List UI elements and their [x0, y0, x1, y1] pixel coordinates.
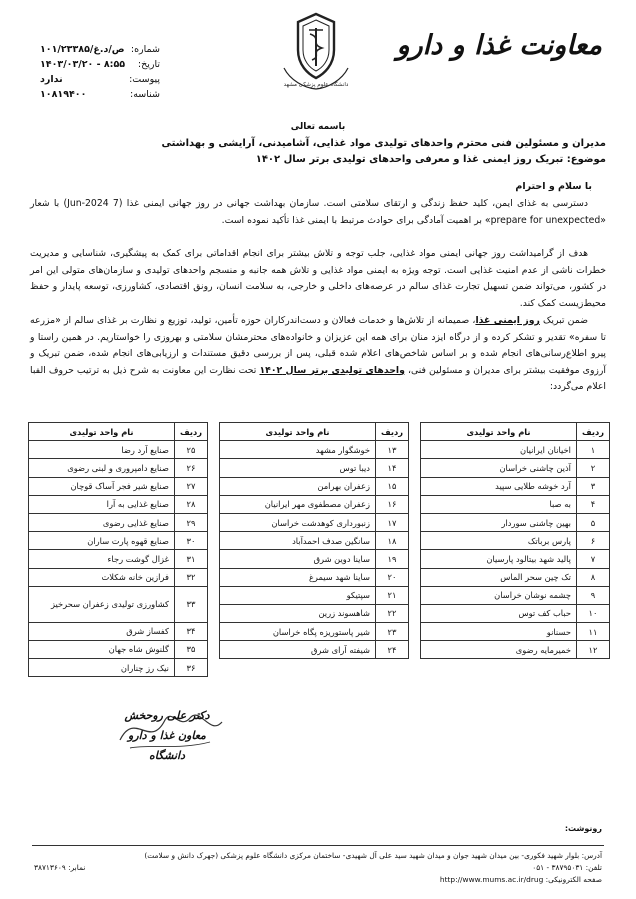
row-number: ۳: [576, 477, 609, 495]
signature-block: [112, 706, 222, 766]
paragraph-1: دسترسی به غذای ایمن، کلید حفظ زندگی و ارتقای سلامتی است. سازمان بهداشت جهانی در روز جهانی ایمنی غذا (7 Jun-2024) با شعار «prepare for unexpected» بر اهمیت آمادگی برای حوادث مرتبط با ایمنی غذا تأکید نموده است.: [30, 198, 606, 226]
table-row: [29, 586, 208, 622]
row-number: ۳۴: [174, 622, 207, 640]
table-row: [29, 441, 208, 459]
footer-phone: تلفن: ۳۸۷۹۵۰۳۱ - ۰۵۱: [532, 863, 602, 872]
unit-name: صنایع دامپروری و لبنی رضوی: [29, 459, 175, 477]
signer-name: دکتر علی روحخش: [124, 709, 210, 722]
letter-meta-block: [40, 42, 160, 102]
unit-name: حباب کف توس: [421, 604, 577, 622]
footer-website: صفحه الکترونیکی: http://www.mums.ac.ir/drug: [439, 875, 602, 884]
unit-name: فرازین خانه شکلات: [29, 568, 175, 586]
table-row: [220, 495, 409, 513]
unit-name: ساینا شهد سیمرغ: [220, 568, 376, 586]
table-row: [220, 477, 409, 495]
row-number: ۳۰: [174, 532, 207, 550]
table-row: [220, 641, 409, 659]
row-number: ۱۲: [576, 641, 609, 659]
unit-name: صنایع قهوه پارت ساران: [29, 532, 175, 550]
unit-name: چشمه نوشان خراسان: [421, 586, 577, 604]
row-number: ۹: [576, 586, 609, 604]
unit-name: حسنانو: [421, 623, 577, 641]
unit-name: صنایع غذایی به آرا: [29, 495, 175, 513]
copies-label: رونوشت:: [564, 824, 602, 833]
row-number: ۱۴: [375, 459, 408, 477]
row-number: ۲۹: [174, 513, 207, 531]
footer-fax: نمابر: ۳۸۷۱۳۶۰۹: [34, 863, 86, 872]
food-safety-day-emphasis: روز ایمنی غذا: [475, 315, 540, 326]
unit-name: ساینا دوین شرق: [220, 550, 376, 568]
row-number: ۳۲: [174, 568, 207, 586]
salutation: باسمه تعالی: [290, 122, 346, 132]
table-row: [29, 640, 208, 658]
table-header-row: [220, 423, 409, 441]
row-number: ۲۴: [375, 641, 408, 659]
table-row: [421, 495, 610, 513]
row-number: ۳۶: [174, 659, 207, 677]
unit-name: پالید شهد بیتالود پارسیان: [421, 550, 577, 568]
table-row: [421, 532, 610, 550]
table-row: [421, 568, 610, 586]
unit-name: پارس برباتک: [421, 532, 577, 550]
unit-name: صنایع شیر فجر آساک قوچان: [29, 477, 175, 495]
table-row: [29, 622, 208, 640]
row-number: ۱۳: [375, 441, 408, 459]
table-row: [421, 550, 610, 568]
row-number: ۲: [576, 459, 609, 477]
unit-name: به صبا: [421, 495, 577, 513]
unit-name: دیبا توس: [220, 459, 376, 477]
unit-name: صنایع آرد رضا: [29, 441, 175, 459]
table-row: [29, 513, 208, 531]
unit-name: تک چین سحر الماس: [421, 568, 577, 586]
table-row: [220, 532, 409, 550]
table-header-row: [29, 423, 208, 441]
university-emblem-icon: [276, 10, 356, 92]
unit-name: آذین چاشنی خراسان: [421, 459, 577, 477]
svg-text:دانشگاه علوم پزشکی مشهد: دانشگاه علوم پزشکی مشهد: [283, 82, 349, 88]
column-header-number: ردیف: [576, 423, 609, 441]
table-row: [421, 513, 610, 531]
table-row: [220, 441, 409, 459]
table-row: [220, 459, 409, 477]
column-header-name: نام واحد تولیدی: [421, 423, 577, 441]
paragraph-3: ضمن تبریک روز ایمنی غذا، صمیمانه از تلاش‌ها و خدمات فعالان و دست‌اندرکاران حوزه تأمین، تولید، توزیع و نظارت بر غذای سالم از «مزرعه تا سفره» تقدیر و تشکر کرده و از درگاه ایزد منان برای همه این عزیزان و خانواده‌های محترمشان سلامتی و بهروزی را خواستاریم. در همین راستا و پیرو اطلاع‌رسانی‌های انجام شده و بر اساس شاخص‌های اعلام شده قبلی، پس از بررسی دقیق مستندات و ارزیابی‌های انجام شده، ضمن تبریک و آرزوی موفقیت بیشتر برای مدیران و مسئولین فنی، واحدهای تولیدی برتر سال ۱۴۰۲ تحت نظارت این معاونت به شرح ذیل به ترتیب حروف الفبا اعلام می‌گردد:: [30, 315, 606, 392]
table-row: [29, 459, 208, 477]
table-row: [29, 568, 208, 586]
table-row: [421, 641, 610, 659]
unit-name: زعفران مصطفوی مهر ایرانیان: [220, 495, 376, 513]
unit-name: خوشگوار مشهد: [220, 441, 376, 459]
units-table-1: [420, 422, 610, 659]
row-number: ۱۶: [375, 495, 408, 513]
addressee-block: [30, 136, 606, 168]
unit-name: صنایع غذایی رضوی: [29, 513, 175, 531]
unit-name: بهین چاشنی سوردار: [421, 513, 577, 531]
table-row: [421, 477, 610, 495]
greeting: با سلام و احترام: [515, 181, 592, 192]
unit-name: سپتیکو: [220, 586, 376, 604]
column-header-number: ردیف: [375, 423, 408, 441]
row-number: ۳۵: [174, 640, 207, 658]
unit-name: شاهسوند زرین: [220, 604, 376, 622]
row-number: ۲۳: [375, 623, 408, 641]
row-number: ۲۷: [174, 477, 207, 495]
row-number: ۳۳: [174, 586, 207, 622]
table-row: [29, 495, 208, 513]
unit-name: شیر پاستوریزه پگاه خراسان: [220, 623, 376, 641]
row-number: ۲۰: [375, 568, 408, 586]
column-header-number: ردیف: [174, 423, 207, 441]
row-number: ۷: [576, 550, 609, 568]
department-title: معاونت غذا و دارو: [396, 30, 602, 61]
row-number: ۱: [576, 441, 609, 459]
row-number: ۸: [576, 568, 609, 586]
letter-number: شماره: ۱۰۱/ص/د.غ/۲۳۳۸۵: [40, 44, 160, 55]
table-row: [421, 441, 610, 459]
row-number: ۱۱: [576, 623, 609, 641]
top-units-emphasis: واحدهای تولیدی برتر سال ۱۴۰۲: [259, 364, 405, 376]
row-number: ۱۸: [375, 532, 408, 550]
row-number: ۲۱: [375, 586, 408, 604]
footer: [34, 850, 602, 886]
row-number: ۳۱: [174, 550, 207, 568]
units-table-2: [219, 422, 409, 659]
row-number: ۱۷: [375, 513, 408, 531]
table-row: [220, 586, 409, 604]
table-row: [421, 623, 610, 641]
table-row: [29, 477, 208, 495]
table-row: [29, 659, 208, 677]
table-row: [220, 623, 409, 641]
unit-name: نیک رز چناران: [29, 659, 175, 677]
letter-attachment: پیوست: ندارد: [40, 74, 160, 85]
letter-date: تاریخ: ۱۴۰۳/۰۳/۲۰ - ۸:۵۵: [40, 59, 160, 70]
row-number: ۱۹: [375, 550, 408, 568]
table-row: [421, 459, 610, 477]
unit-name: آرد خوشه طلایی سپید: [421, 477, 577, 495]
table-row: [421, 604, 610, 622]
row-number: ۲۵: [174, 441, 207, 459]
row-number: ۱۵: [375, 477, 408, 495]
letter-id: شناسه: ۱۰۸۱۹۴۰۰: [40, 89, 160, 100]
table-row: [220, 604, 409, 622]
row-number: ۱۰: [576, 604, 609, 622]
units-table-3: [28, 422, 208, 677]
table-row: [29, 532, 208, 550]
table-row: [220, 513, 409, 531]
table-row: [220, 568, 409, 586]
unit-name: زعفران بهرامن: [220, 477, 376, 495]
unit-name: زنبورداری کوهدشت خراسان: [220, 513, 376, 531]
column-header-name: نام واحد تولیدی: [220, 423, 376, 441]
row-number: ۲۲: [375, 604, 408, 622]
unit-name: خمیرمایه رضوی: [421, 641, 577, 659]
footer-address: آدرس: بلوار شهید فکوری- بین میدان شهید جوان و میدان شهید سید علی آل شهیدی- ساختمان مرکزی دانشگاه علوم پزشکی (جهرک دانش و سلامت): [144, 851, 602, 860]
table-row: [421, 586, 610, 604]
unit-name: اخیانان ایرانیان: [421, 441, 577, 459]
table-row: [220, 550, 409, 568]
addressee: مدیران و مسئولین فنی محترم واحدهای تولیدی مواد غذایی، آشامیدنی، آرایشی و بهداشتی: [161, 138, 606, 149]
footer-divider: [32, 845, 604, 846]
table-row: [29, 550, 208, 568]
row-number: ۶: [576, 532, 609, 550]
row-number: ۴: [576, 495, 609, 513]
paragraph-2: هدف از گرامیداشت روز جهانی ایمنی مواد غذایی، جلب توجه و تلاش بیشتر برای انجام اقداماتی برای کمک به پیشگیری، شناسایی و مدیریت خطرات ناشی از عدم امنیت غذایی است. توجه ویژه به ایمنی مواد غذایی و تلاش همه جانبه و منسجم واحدهای تولیدی و سازمان‌های متولی این امر در کشور، می‌تواند ضمن تسهیل تجارت غذای سالم در عرصه‌های داخلی و خارجی، به سلامت انسان، رونق اقتصادی، کشاورزی، توسعه پایدار و حفظ محیط‌زیست کمک کند.: [30, 248, 606, 309]
unit-name: گلنوش شاه جهان: [29, 640, 175, 658]
unit-name: غزال گوشت رجاء: [29, 550, 175, 568]
unit-name: سانگین صدف احمدآباد: [220, 532, 376, 550]
unit-name: کفساز شرق: [29, 622, 175, 640]
row-number: ۲۸: [174, 495, 207, 513]
row-number: ۲۶: [174, 459, 207, 477]
signer-title: معاون غذا و دارو دانشگاه: [128, 729, 206, 762]
row-number: ۵: [576, 513, 609, 531]
table-header-row: [421, 423, 610, 441]
unit-name: شیفته آرای شرق: [220, 641, 376, 659]
unit-name: کشاورزی تولیدی زعفران سحرخیز: [29, 586, 175, 622]
subject-line: موضوع: تبریک روز ایمنی غذا و معرفی واحدهای تولیدی برتر سال ۱۴۰۲: [255, 154, 606, 165]
column-header-name: نام واحد تولیدی: [29, 423, 175, 441]
